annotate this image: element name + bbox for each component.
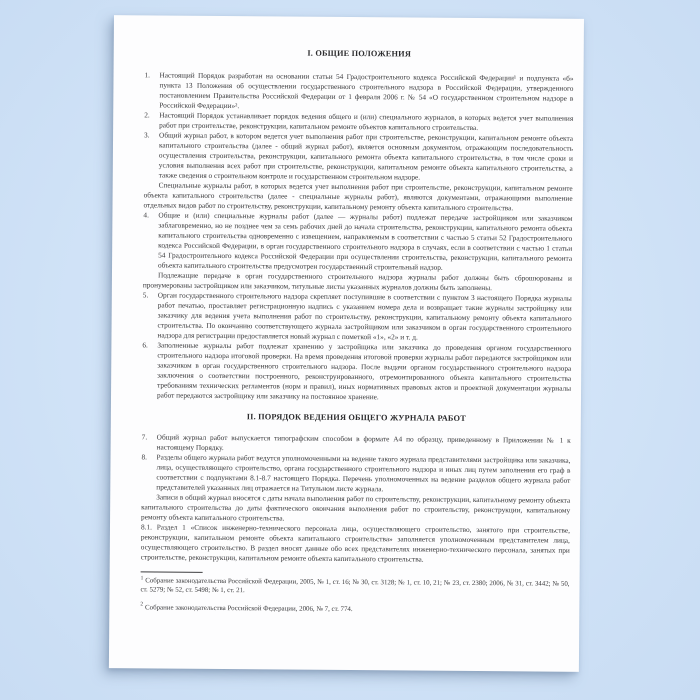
paragraph-6-number: 6. [142,340,148,350]
footnote-1-text: Собрание законодательства Российской Федерации, 2005, № 1, ст. 16; № 30, ст. 3128; № 1, ст. 10, 21; № 23, ст. 2380; 2006, № 31, ст. 3442; № 50, ст. 5279; № 52, ст. 5498; № 1, ст. 21. [140,577,570,594]
paragraph-4-text: Общие и (или) специальные журналы работ (далее — журналы работ) подлежат передаче застройщиком или заказчиком заблаговременно, но не позднее чем за семь рабочих дней до начала строительства, реконструкции, капитального ремонта объекта капитального строительства одновременно с извещением, направляемым в соответствии с частью 5 статьи 52 Градостроительного кодекса Российской Федерации, в орган государственного строительного надзора в случаях, если в соответствии с частью 1 статьи 54 Градостроительного кодекса Российской Федерации при осуществлении строительства, реконструкции, капитального ремонта объекта капитального строительства предусмотрен государственный строительный надзор. [158,210,573,272]
paragraph-1 [144,70,573,113]
paragraph-4-continuation: Подлежащие передаче в орган государственного строительного надзора журналы работ должны быть сброшюрованы и пронумерованы застройщиком или заказчиком, титульные листы указанных журналов должны быть заполнены. [142,270,572,293]
paragraph-3-text: Общий журнал работ, в котором ведется учет выполнения работ при строительстве, реконструкции, капитальном ремонте объекта капитального строительства (далее - общий журнал работ), является основным документом, отражающим последовательность осуществления строительства, реконструкции, капитального ремонта объекта капитального строительства, в том числе сроки и условия выполнения всех работ при строительстве, реконструкции, капитальном ремонте объекта капитального строительства, а также сведения о строительном контроле и государственном строительном надзоре. [158,130,574,182]
footnote-2-marker: 2 [140,601,144,608]
paragraph-2-text: Настоящий Порядок устанавливает порядок ведения общего и (или) специального журналов, в которых ведется учет выполнения работ при строительстве, реконструкции, капитальном ремонте объектов капитального строительства. [159,110,574,133]
paragraph-4 [143,210,572,273]
paragraph-6-text: Заполненные журналы работ подлежат хранению у застройщика или заказчика до проведения органом государственного строительного надзора итоговой проверки. На время проведения итоговой проверки журналы работ передаются застройщиком или заказчиком в орган государственного строительного надзора. После выдачи органом государственного строительного надзора заключения о соответствии построенного, реконструированного, отремонтированного объекта капитального строительства требованиям технических регламентов (норм и правил), иных нормативных правовых актов и проектной документации журналы работ передаются застройщику или заказчику на постоянное хранение. [156,340,572,402]
paragraph-5 [142,290,571,343]
section-2-heading: II. ПОРЯДОК ВЕДЕНИЯ ОБЩЕГО ЖУРНАЛА РАБОТ [246,412,466,423]
paragraph-4-number: 4. [143,210,149,220]
paragraph-7-number: 7. [141,432,148,442]
paragraph-6 [142,340,571,403]
footnote-1-marker: 1 [140,575,144,582]
paragraph-2-number: 2. [144,110,150,120]
footnote-1 [140,577,569,598]
paragraph-1-text: Настоящий Порядок разработан на основании статьи 54 Градостроительного кодекса Российской Федерации¹ и подпункта «б» пункта 13 Положения об осуществлении государственного строительного надзора в Российской Федерации, утвержденного постановлением Правительства Российской Федерации от 1 февраля 2006 г. № 54 «О государственном строительном надзоре в Российской Федерации»². [159,70,574,111]
paragraph-8-number: 8. [141,452,148,462]
paragraph-3 [144,130,573,183]
paragraph-7-text: Общий журнал работ выпускается типографским способом в формате А4 по образцу, приведенному в Приложении № 1 к настоящему Порядку. [156,432,571,453]
document-page [109,15,584,672]
footnote-2 [140,601,569,616]
paragraph-3-continuation: Специальные журналы работ, в которых ведется учет выполнения работ при строительстве, реконструкции, капитальном ремонте объекта капитального строительства (далее - специальные журналы работ), являются документами, отражающими выполнение отдельных видов работ по строительству, реконструкции, капитальному ремонту объекта капитального строительства. [143,180,573,213]
paragraph-5-text: Орган государственного строительного надзора скрепляет поступившие в соответствии с пунктом 3 настоящего Порядка журналы работ печатью, проставляет регистрационную надпись с указанием номера дела и возвращает такие журналы застройщику или заказчику для ведения учета выполнения работ по строительству, реконструкции, капитальному ремонту объекта капитального строительства. По окончанию соответствующего журнала застройщиком или заказчиком в орган государственного строительного надзора для регистрации предоставляется новый журнал с пометкой «1», «2» и т. д. [157,290,572,342]
paragraph-8-1: 8.1. Раздел 1 «Список инженерно-технического персонала лица, осуществляющего строительство, занятого при строительстве, реконструкции, капитальном ремонте объекта капитального строительства» заполняется уполномоченным представителем лица, осуществляющего строительство. В раздел вносят данные обо всех представителях инженерно-технического персонала, занятых при строительстве, реконструкции, капитальном ремонте объекта капитального строительства. [140,522,571,564]
paragraph-3-number: 3. [144,130,150,140]
paragraph-8 [141,452,570,495]
footnote-2-text: Собрание законодательства Российской Федерации, 2006, № 7, ст. 774. [145,604,353,613]
paragraph-5-number: 5. [142,290,149,300]
paragraph-8-text: Разделы общего журнала работ ведутся уполномоченными на ведение такого журнала представителями застройщика или заказчика, лица, осуществляющего строительство, органа государственного строительного надзора и иных лиц путем заполнения его граф в соответствии с подпунктами 8.1-8.7 настоящего Порядка. Перечень уполномоченных на ведение разделов общего журнала работ представителей указанных лиц отражается на Титульном листе журнала. [156,452,571,494]
paragraph-8-continuation: Записи в общий журнал вносятся с даты начала выполнения работ по строительству, реконструкции, капитальному ремонту объекта капитального строительства до даты фактического окончания выполнения работ по строительству, реконструкции, капитальному ремонту объекта капитального строительства. [141,492,571,523]
paragraph-1-number: 1. [144,70,151,80]
footnote-separator [141,571,203,572]
section-1-heading: I. ОБЩИЕ ПОЛОЖЕНИЯ [307,48,412,59]
